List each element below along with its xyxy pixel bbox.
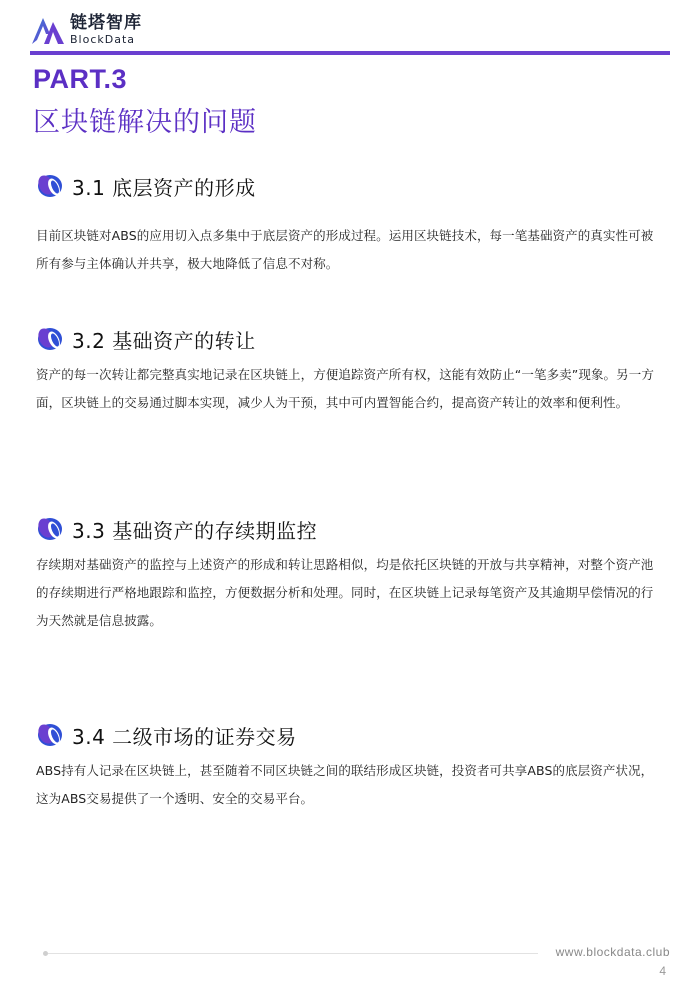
section-bullet-icon — [36, 722, 64, 748]
section-heading: 3.1 底层资产的形成 — [72, 175, 256, 200]
footer-url: www.blockdata.club — [555, 945, 670, 959]
section-paragraph: 存续期对基础资产的监控与上述资产的形成和转让思路相似，均是依托区块链的开放与共享精神，对整个资产池的存续期进行严格地跟踪和监控，方便数据分析和处理。同时，在区块链上记录每笔资产及其逾期早偿情况的行为天然就是信息披露。 — [36, 557, 654, 628]
section-bullet-icon — [36, 516, 64, 542]
section-3-1 — [36, 170, 666, 278]
section-3-2 — [36, 323, 666, 417]
brand-header — [30, 14, 142, 46]
brand-name-en: BlockData — [70, 33, 136, 46]
brand-name-cn: 链塔智库 — [70, 13, 142, 33]
header-divider — [30, 51, 670, 55]
part-title: PART.3 — [33, 64, 128, 94]
section-3-4 — [36, 719, 666, 813]
page-number: 4 — [659, 964, 666, 978]
section-bullet-icon — [36, 173, 64, 199]
footer-divider — [48, 953, 538, 954]
section-3-3 — [36, 513, 666, 635]
section-paragraph: ABS持有人记录在区块链上，甚至随着不同区块链之间的联结形成区块链，投资者可共享ABS的底层资产状况，这为ABS交易提供了一个透明、安全的交易平台。 — [36, 763, 654, 806]
section-heading: 3.2 基础资产的转让 — [72, 328, 256, 353]
blockdata-logo-icon — [30, 14, 66, 46]
section-heading: 3.3 基础资产的存续期监控 — [72, 518, 318, 543]
section-paragraph: 目前区块链对ABS的应用切入点多集中于底层资产的形成过程。运用区块链技术，每一笔基础资产的真实性可被所有参与主体确认并共享，极大地降低了信息不对称。 — [36, 228, 654, 271]
section-paragraph: 资产的每一次转让都完整真实地记录在区块链上，方便追踪资产所有权，这能有效防止“一笔多卖”现象。另一方面，区块链上的交易通过脚本实现，减少人为干预，其中可内置智能合约，提高资产转让的效率和便利性。 — [36, 367, 654, 410]
section-heading: 3.4 二级市场的证券交易 — [72, 724, 297, 749]
section-bullet-icon — [36, 326, 64, 352]
part-subtitle: 区块链解决的问题 — [33, 107, 257, 138]
